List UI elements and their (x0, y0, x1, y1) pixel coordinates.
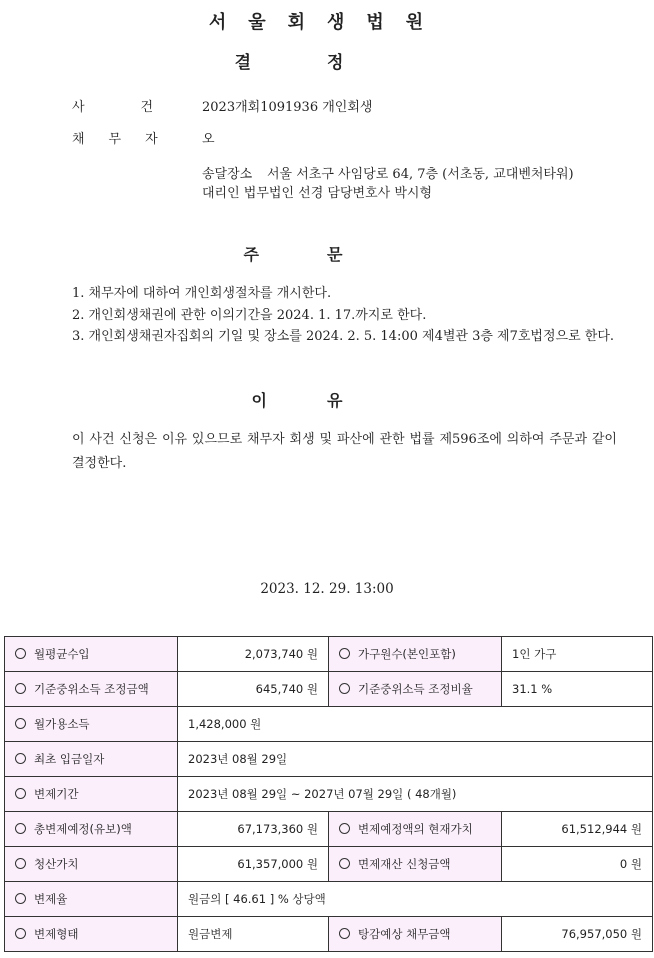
order-item: 3. 개인회생채권자집회의 기일 및 장소를 2024. 2. 5. 14:00 제4별관 3층 제7호법정으로 한다. (72, 329, 615, 344)
repayment-summary-table (4, 636, 653, 952)
table-label-cell (329, 812, 502, 847)
table-value-cell: 0 원 (502, 847, 653, 882)
order-list (72, 283, 620, 348)
reason-text: 이 사건 신청은 이유 있으므로 채무자 회생 및 파산에 관한 법률 제596조에 의하여 주문과 같이 결정한다. (72, 432, 617, 471)
cell-label: 월평균수입 (34, 647, 90, 661)
circle-icon (15, 753, 26, 764)
table-row (5, 777, 653, 812)
table-value-cell: 원금의 [ 46.61 ] % 상당액 (178, 882, 653, 917)
case-label: 사건 (72, 100, 210, 115)
reason-heading: 이유 (251, 391, 403, 410)
table-label-cell (5, 637, 178, 672)
cell-label: 가구원수(본인포함) (358, 647, 456, 661)
agent-info: 대리인 법무법인 선경 담당변호사 박시형 (202, 186, 433, 201)
case-number: 2023개회1091936 개인회생 (202, 100, 373, 115)
table-value-cell: 2,073,740 원 (178, 637, 329, 672)
cell-label: 기준중위소득 조정금액 (34, 682, 149, 696)
circle-icon (15, 928, 26, 939)
table-row (5, 742, 653, 777)
table-value-cell: 61,512,944 원 (502, 812, 653, 847)
cell-label: 총변제예정(유보)액 (34, 822, 132, 836)
court-name: 서울회생법원 (208, 12, 446, 33)
table-label-cell (5, 917, 178, 952)
table-label-cell (329, 672, 502, 707)
table-value-cell: 76,957,050 원 (502, 917, 653, 952)
document-title: 결정 (234, 53, 420, 73)
circle-icon (15, 648, 26, 659)
delivery-label: 송달장소 (202, 167, 253, 182)
circle-icon (15, 788, 26, 799)
debtor-name: 오 (202, 132, 215, 147)
cell-label: 변제예정액의 현재가치 (358, 822, 473, 836)
table-label-cell (5, 742, 178, 777)
cell-label: 청산가치 (34, 857, 79, 871)
table-value-cell: 2023년 08월 29일 ~ 2027년 07월 29일 ( 48개월) (178, 777, 653, 812)
table-label-cell (329, 917, 502, 952)
table-label-cell (5, 707, 178, 742)
table-label-cell (5, 882, 178, 917)
circle-icon (339, 823, 350, 834)
table-value-cell: 31.1 % (502, 672, 653, 707)
circle-icon (339, 858, 350, 869)
cell-label: 면제재산 신청금액 (358, 857, 451, 871)
table-label-cell (5, 847, 178, 882)
cell-label: 기준중위소득 조정비율 (358, 682, 473, 696)
circle-icon (15, 718, 26, 729)
delivery-address: 서울 서초구 사임당로 64, 7층 (서초동, 교대벤처타워) (267, 167, 574, 182)
circle-icon (339, 648, 350, 659)
table-row (5, 672, 653, 707)
table-row (5, 707, 653, 742)
circle-icon (15, 858, 26, 869)
cell-label: 탕감예상 채무금액 (358, 927, 451, 941)
table-row (5, 637, 653, 672)
table-value-cell: 1인 가구 (502, 637, 653, 672)
circle-icon (15, 683, 26, 694)
table-row (5, 882, 653, 917)
table-value-cell: 645,740 원 (178, 672, 329, 707)
circle-icon (339, 928, 350, 939)
cell-label: 변제형태 (34, 927, 79, 941)
cell-label: 변제기간 (34, 787, 79, 801)
order-item: 2. 개인회생채권에 관한 이의기간을 2024. 1. 17.까지로 한다. (72, 307, 427, 323)
order-item: 1. 채무자에 대하여 개인회생절차를 개시한다. (72, 286, 332, 301)
debtor-label: 채무자 (72, 132, 182, 147)
decision-date: 2023. 12. 29. 13:00 (260, 581, 394, 597)
table-row (5, 847, 653, 882)
table-value-cell: 2023년 08월 29일 (178, 742, 653, 777)
order-heading: 주문 (243, 245, 411, 264)
circle-icon (15, 893, 26, 904)
circle-icon (15, 823, 26, 834)
cell-label: 변제율 (34, 892, 68, 906)
table-label-cell (5, 672, 178, 707)
cell-label: 월가용소득 (34, 717, 90, 731)
table-label-cell (329, 637, 502, 672)
table-label-cell (5, 777, 178, 812)
table-label-cell (329, 847, 502, 882)
table-row (5, 917, 653, 952)
table-label-cell (5, 812, 178, 847)
table-value-cell: 67,173,360 원 (178, 812, 329, 847)
cell-label: 최초 입금일자 (34, 752, 105, 766)
table-row (5, 812, 653, 847)
table-value-cell: 원금변제 (178, 917, 329, 952)
table-value-cell: 1,428,000 원 (178, 707, 653, 742)
table-value-cell: 61,357,000 원 (178, 847, 329, 882)
circle-icon (339, 683, 350, 694)
